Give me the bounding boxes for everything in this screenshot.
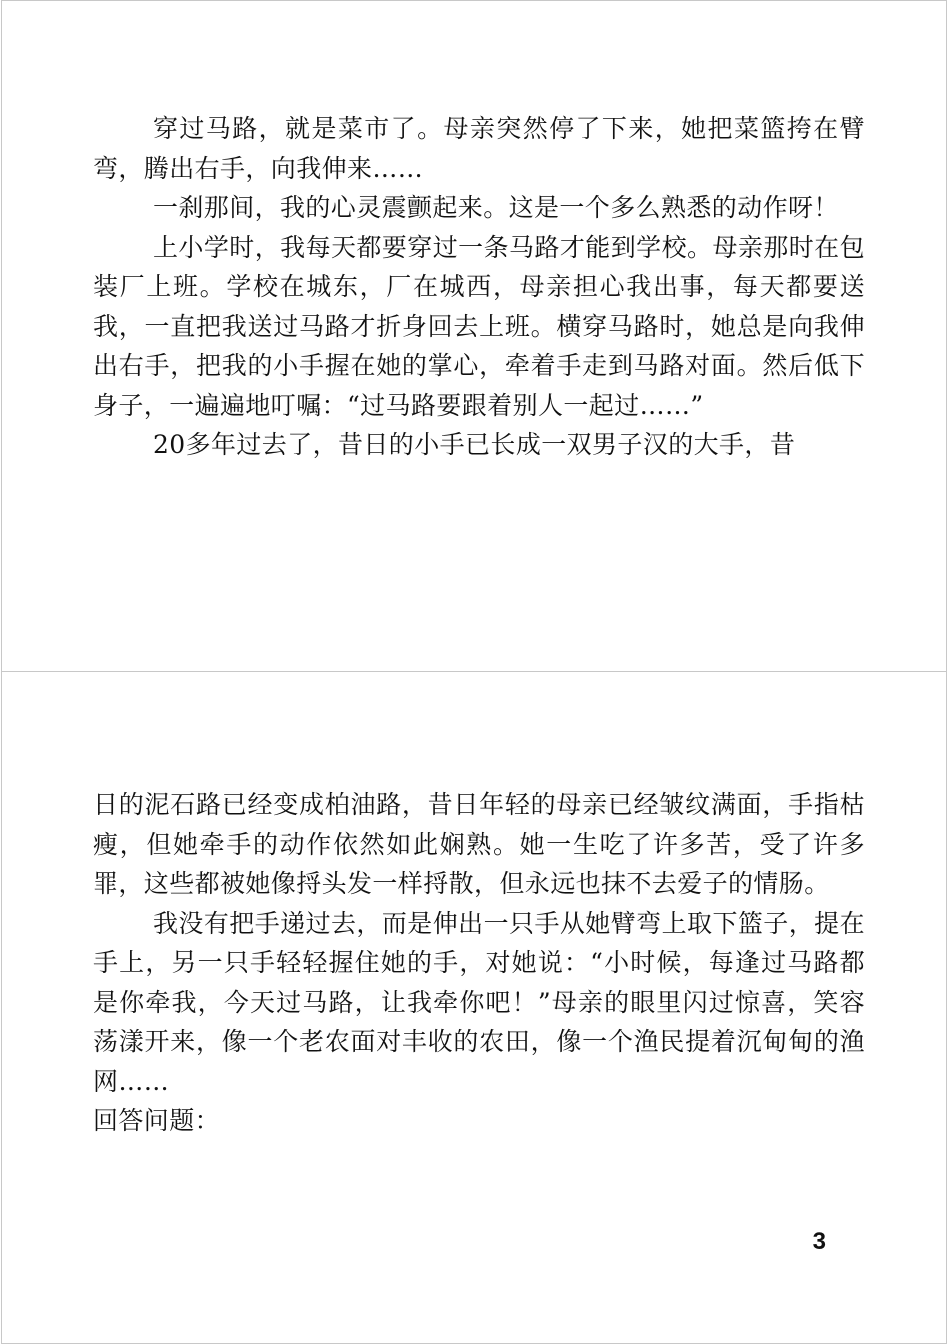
slide-page-top (1, 0, 947, 672)
paragraph: 20多年过去了，昔日的小手已长成一双男子汉的大手，昔 (153, 430, 796, 459)
paragraph: 我没有把手递过去，而是伸出一只手从她臂弯上取下篮子，提在手上，另一只手轻轻握住她的手，对她说：“小时候，每逢过马路都是你牵我，今天过马路，让我牵你吧！”母亲的眼里闪过惊喜，笑容荡漾开来，像一个老农面对丰收的农田，像一个渔民提着沉甸甸的渔网…… (93, 908, 865, 1096)
question-heading: 回答问题： (93, 1106, 221, 1135)
paragraph: 日的泥石路已经变成柏油路，昔日年轻的母亲已经皱纹满面，手指枯瘦，但她牵手的动作依然如此娴熟。她一生吃了许多苦，受了许多罪，这些都被她像捋头发一样捋散，但永远也抹不去爱子的情肠。 (93, 790, 865, 898)
slide-page-bottom (1, 671, 947, 1344)
paragraph: 上小学时，我每天都要穿过一条马路才能到学校。母亲那时在包装厂上班。学校在城东，厂在城西，母亲担心我出事，每天都要送我，一直把我送过马路才折身回去上班。横穿马路时，她总是向我伸出右手，把我的小手握在她的掌心，牵着手走到马路对面。然后低下身子，一遍遍地叮嘱：“过马路要跟着别人一起过……” (93, 232, 865, 420)
paragraph: 一刹那间，我的心灵震颤起来。这是一个多么熟悉的动作呀！ (153, 193, 839, 222)
page-number: 3 (812, 1228, 826, 1255)
text-body (93, 109, 865, 465)
paragraph: 穿过马路，就是菜市了。母亲突然停了下来，她把菜篮挎在臂弯，腾出右手，向我伸来…… (93, 114, 865, 183)
text-body (93, 785, 865, 1141)
